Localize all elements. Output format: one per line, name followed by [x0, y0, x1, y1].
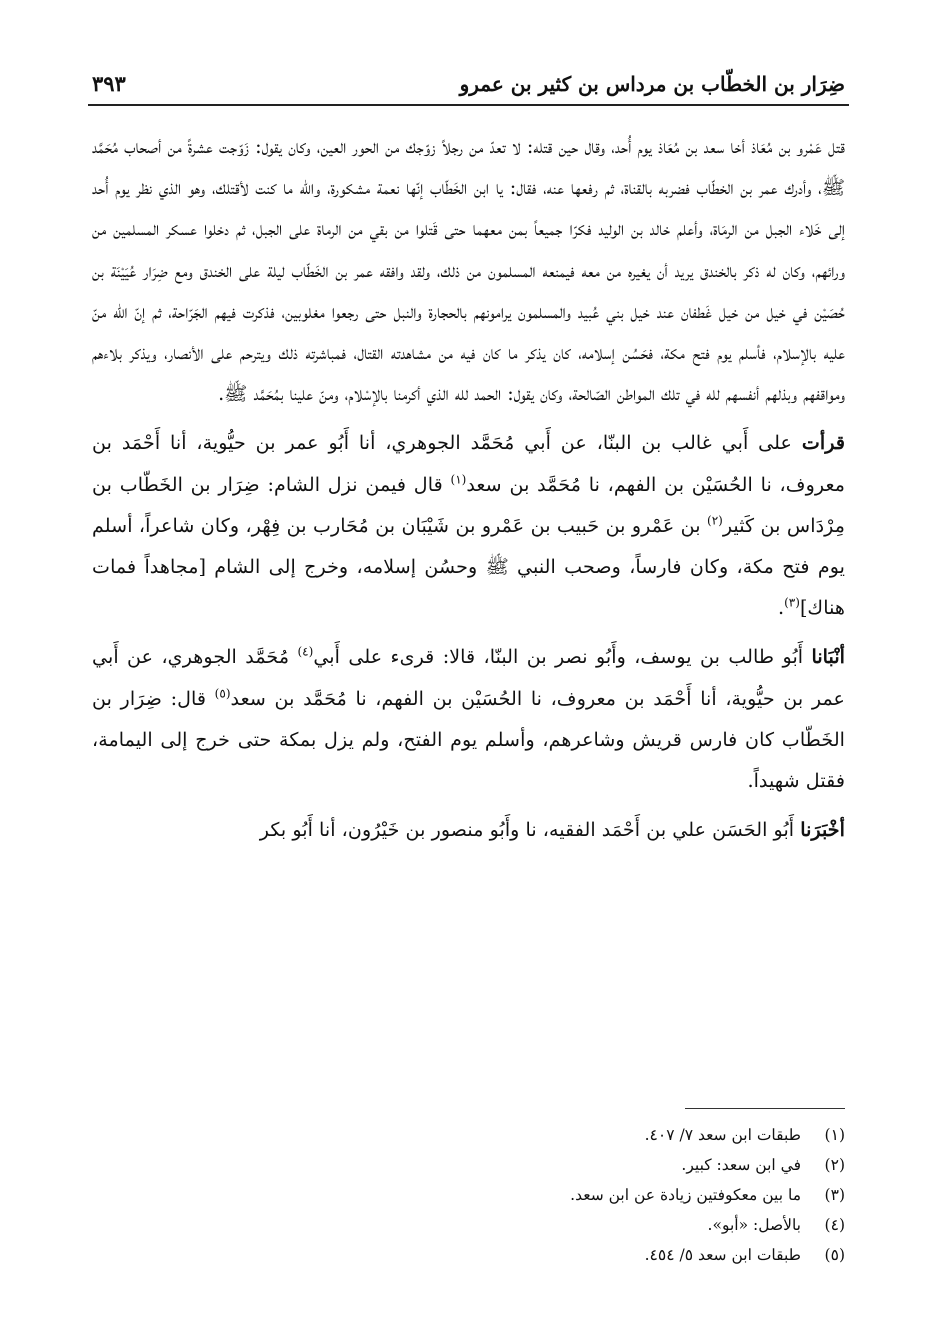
paragraph-2 — [92, 422, 845, 628]
footnote-item — [92, 1180, 845, 1210]
running-header — [92, 58, 845, 102]
paragraph-lead-word: أنْبَانا — [811, 645, 845, 669]
paragraph-text: قتل عَمْرو بن مُعَاذ أخا سعد بن مُعَاذ يوم أُحد، وقال حين قتله: لا تعدّ من رجلاً زوّجك من الحور العين، وكان يقول: زَوّجت عشرةً من أصحاب مُحَمَّد ﷺ، وأدرك عمر بن الخطّاب فضربه بالقناة، ثم رفعها عنه، فقال: يا ابن الخَطّاب إنّها نعمة مشكورة، والله ما كنت لأقتلك، وهو الذي نظر يوم أُحد إلى خَلاء الجبل من الرمَاة، وأعلم خالد بن الوليد فكرّا جميعاً بمن معهما حتى قَتلوا من بقي من الرماة على الجبل، ثم دخلوا عسكر المسلمين من ورائهم، وكان له ذكر بالخندق يريد أن يغيره من معه فيمنعه المسلمون من ذلك، ولقد وافقه عمر بن الخَطّاب ليلة على الخندق ومع ضِرَار عُيَيْنَة بن حُصَيْن في خيل من خيل غَطفان عند خيل بني عُبيد والمسلمون يرامونهم بالحجارة والنبل حتى رجعوا مغلوبين، فذكرت فيهم الجَرّاحة، ثم إنّ الله منّ عليه بالإسلام، فأسلم يوم فتح مكة، فحَسُن إسلامه، كان يذكر ما كان فيه من مشاهدته القتال، فمباشرته ذلك ويترحم على الأنصار، ويذكر بلاءهم ومواقفهم وبذلهم أنفسهم لله في تلك المواطن الصّالحة، وكان يقول: الحمد لله الذي أكرمنا بالإسْلام، ومنّ علينا بمُحَمَّد ﷺ. — [92, 135, 845, 406]
paragraph-1 — [92, 126, 845, 414]
paragraph-lead-word: أخْبَرَنا — [800, 818, 845, 842]
footnote-divider — [685, 1108, 845, 1109]
running-title: ضِرَار بن الخطّاب بن مرداس بن كثير بن عمرو — [459, 72, 845, 96]
footnote-ref[interactable]: (٤) — [297, 645, 314, 660]
paragraph-text: مُحَمَّد الجوهري، عن أَبي عمر بن حيُّوية، أنا أَحْمَد بن معروف، نا الحُسَيْن بن الفهم، نا مُحَمَّد بن سعد — [92, 645, 845, 710]
footnote-ref[interactable]: (٣) — [784, 595, 800, 610]
footnote-number: (٥) — [824, 1246, 845, 1264]
paragraph-text: قال فيمن نزل الشام: ضِرَار بن الخَطّاب بن مِرْدَاس بن كَثير — [92, 472, 845, 537]
footnote-ref[interactable]: (١) — [450, 472, 467, 487]
header-divider — [88, 104, 849, 106]
footnote-ref[interactable]: (٢) — [707, 513, 723, 528]
footnote-item — [92, 1150, 845, 1180]
paragraph-text: بن عَمْرو بن حَبيب بن عَمْرو بن شَيْبَان بن مُحَارب بن فِهْر، وكان شاعراً، أسلم يوم فتح مكة، وكان فارساً، وصحب النبي ﷺ وحسُن إسلامه، وخرج إلى الشام [مجاهداً فمات هناك] — [92, 513, 845, 620]
footnote-text: طبقات ابن سعد ٥/ ٤٥٤. — [644, 1246, 801, 1264]
paragraph-text: أَبُو الحَسَن علي بن أَحْمَد الفقيه، نا وأَبُو منصور بن خَيْرُون، أنا أَبُو بكر — [259, 818, 801, 842]
footnote-ref[interactable]: (٥) — [214, 686, 231, 701]
paragraph-text: على أَبي غالب بن البنّا، عن أَبي مُحَمَّد الجوهري، أنا أَبُو عمر بن حيُّوية، أنا أَحْمَد بن معروف، نا الحُسَيْن بن الفهم، نا مُحَمَّد بن سعد — [92, 431, 845, 496]
footnote-number: (٣) — [824, 1186, 845, 1204]
footnote-text: طبقات ابن سعد ٧/ ٤٠٧. — [644, 1126, 801, 1144]
footnote-item — [92, 1210, 845, 1240]
paragraph-text: أَبُو طالب بن يوسف، وأَبُو نصر بن البنّا، قالا: قرىء على أَبي — [313, 645, 812, 669]
footnote-item — [92, 1240, 845, 1270]
main-text — [92, 126, 845, 850]
footnote-text: بالأصل: «أبو». — [707, 1216, 801, 1234]
paragraph-4 — [92, 809, 845, 850]
footnote-number: (١) — [824, 1126, 845, 1144]
paragraph-lead-word: قرأت — [801, 431, 845, 455]
footnote-number: (٢) — [824, 1156, 845, 1174]
paragraph-3 — [92, 636, 845, 801]
footnote-text: في ابن سعد: كبير. — [681, 1156, 801, 1174]
footnotes-list — [92, 1120, 845, 1270]
page-number: ٣٩٣ — [92, 71, 126, 96]
footnote-item — [92, 1120, 845, 1150]
paragraph-text: قال: ضِرَار بن الخَطّاب كان فارس قريش وشاعرهم، وأسلم يوم الفتح، ولم يزل بمكة حتى خرج إلى اليمامة، فقتل شهيداً. — [92, 686, 845, 793]
footnote-number: (٤) — [824, 1216, 845, 1234]
footnote-text: ما بين معكوفتين زيادة عن ابن سعد. — [570, 1186, 801, 1204]
paragraph-text: . — [778, 596, 785, 620]
